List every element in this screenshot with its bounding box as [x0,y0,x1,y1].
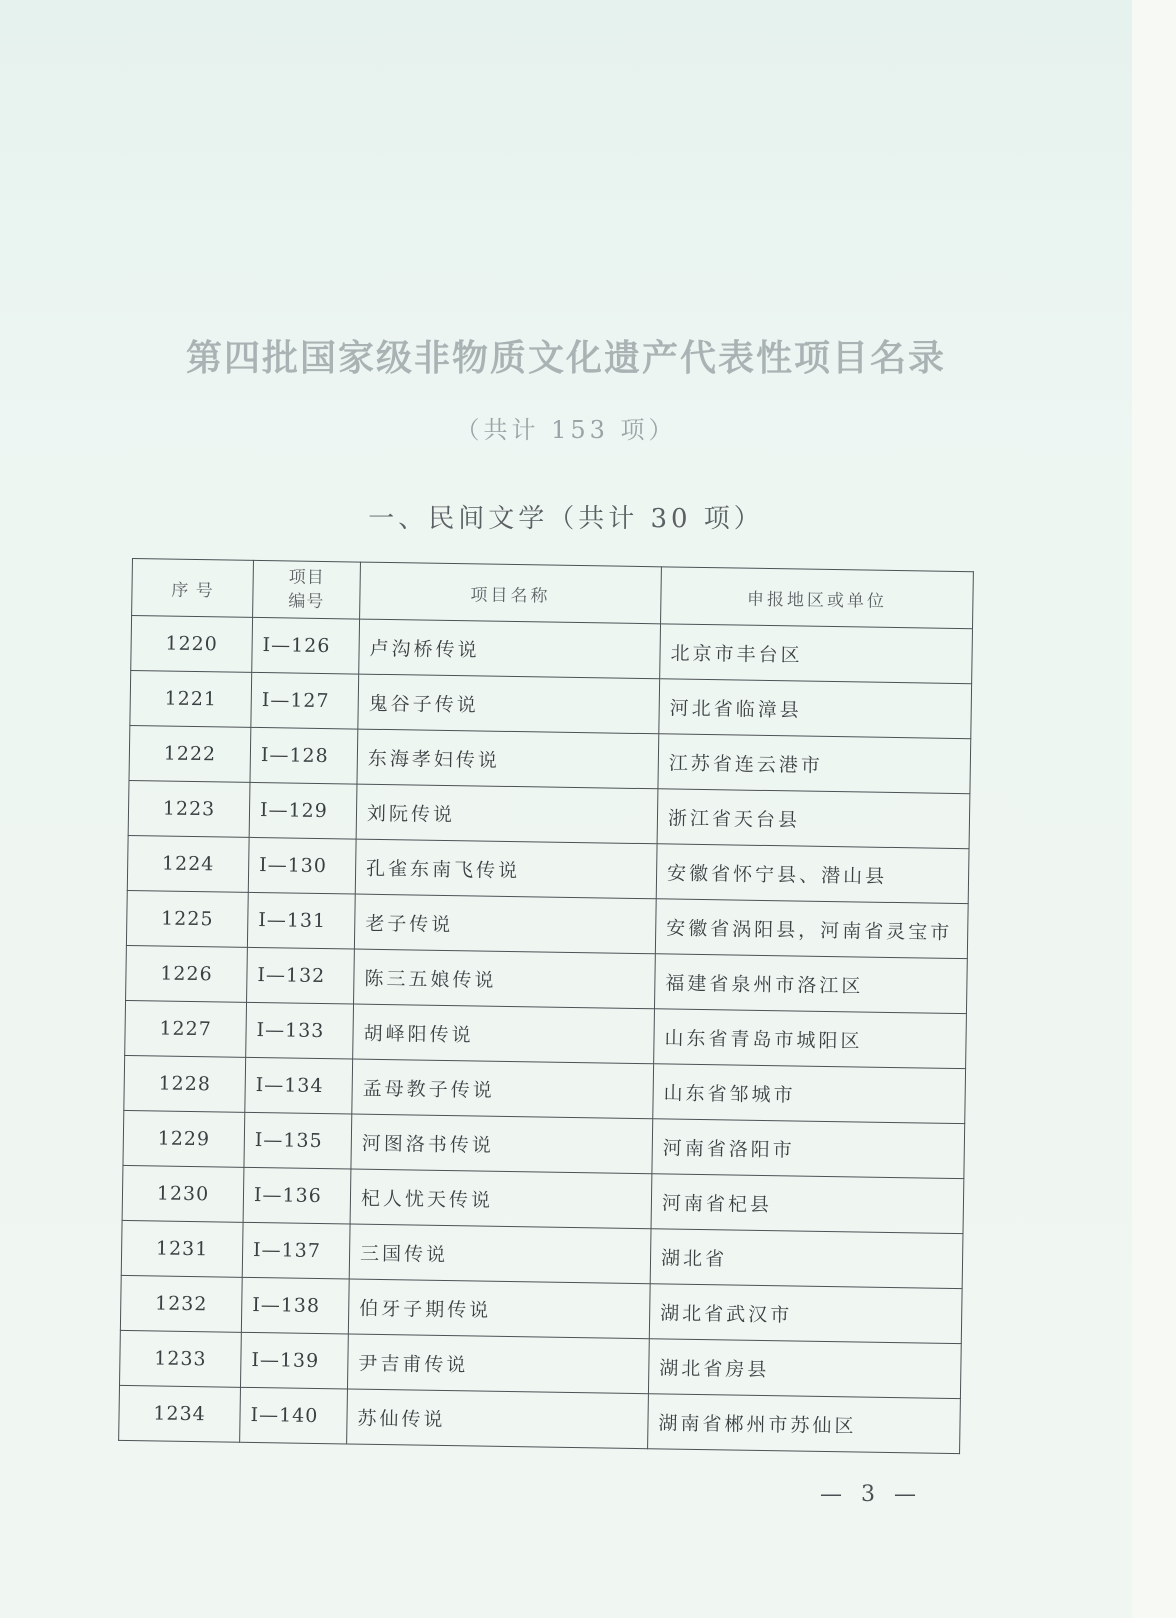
cell-seq: 1222 [129,725,251,782]
cell-code: Ⅰ—137 [242,1222,350,1279]
cell-code: Ⅰ—132 [247,947,355,1004]
project-table [118,558,974,1454]
cell-code: Ⅰ—129 [249,782,357,839]
header-code-line1: 项目 [288,567,325,589]
cell-name: 鬼谷子传说 [358,674,660,734]
document-title: 第四批国家级非物质文化遗产代表性项目名录 [185,337,946,379]
cell-code: Ⅰ—136 [243,1167,351,1224]
cell-region: 安徽省怀宁县、潜山县 [656,844,969,904]
cell-name: 孔雀东南飞传说 [355,839,657,899]
cell-name: 刘阮传说 [356,784,658,844]
section-heading: 一、民间文学（共计 30 项） [368,504,764,534]
cell-region: 浙江省天台县 [657,789,970,849]
cell-name: 卢沟桥传说 [359,619,661,679]
cell-code: Ⅰ—127 [251,672,359,729]
cell-name: 苏仙传说 [347,1389,649,1449]
cell-name: 孟母教子传说 [352,1059,654,1119]
header-code-line2: 编号 [288,591,325,613]
cell-seq: 1224 [127,835,249,892]
cell-name: 伯牙子期传说 [348,1279,650,1339]
cell-region: 河南省洛阳市 [652,1119,965,1179]
cell-seq: 1226 [126,945,248,1002]
cell-code: Ⅰ—140 [240,1387,348,1444]
cell-region: 安徽省涡阳县，河南省灵宝市 [655,899,968,959]
table-body [119,616,973,1454]
cell-seq: 1234 [119,1385,241,1442]
cell-name: 杞人忧天传说 [350,1169,652,1229]
header-code [253,560,361,619]
cell-name: 老子传说 [354,894,656,954]
document-subtitle: （共计 153 项） [455,416,677,444]
page-margin [1132,0,1176,1618]
cell-code: Ⅰ—126 [252,617,360,674]
cell-region: 湖北省房县 [648,1339,961,1399]
cell-name: 陈三五娘传说 [354,949,656,1009]
cell-code: Ⅰ—131 [247,892,355,949]
cell-region: 山东省青岛市城阳区 [654,1009,967,1069]
cell-region: 福建省泉州市洛江区 [654,954,967,1014]
cell-region: 湖北省武汉市 [649,1284,962,1344]
cell-code: Ⅰ—130 [248,837,356,894]
cell-seq: 1220 [131,616,253,673]
cell-region: 河南省杞县 [651,1174,964,1234]
cell-name: 三国传说 [349,1224,651,1284]
cell-code: Ⅰ—139 [240,1332,348,1389]
header-region: 申报地区或单位 [661,567,974,629]
page-number: — 3 — [820,1482,922,1507]
cell-seq: 1230 [122,1165,244,1222]
header-seq: 序 号 [132,559,254,618]
cell-code: Ⅰ—135 [244,1112,352,1169]
cell-region: 湖北省 [650,1229,963,1289]
cell-code: Ⅰ—128 [250,727,358,784]
cell-seq: 1221 [130,670,252,727]
cell-region: 北京市丰台区 [660,624,973,684]
cell-seq: 1223 [128,780,250,837]
cell-code: Ⅰ—138 [241,1277,349,1334]
cell-seq: 1228 [124,1055,246,1112]
header-name: 项目名称 [360,562,662,624]
cell-seq: 1229 [123,1110,245,1167]
cell-region: 河北省临漳县 [659,679,972,739]
cell-region: 江苏省连云港市 [658,734,971,794]
cell-region: 山东省邹城市 [653,1064,966,1124]
cell-seq: 1231 [121,1220,243,1277]
cell-seq: 1227 [125,1000,247,1057]
project-table-container [118,558,974,1454]
cell-name: 东海孝妇传说 [357,729,659,789]
cell-seq: 1225 [126,890,248,947]
cell-code: Ⅰ—133 [246,1002,354,1059]
cell-name: 尹吉甫传说 [347,1334,649,1394]
cell-seq: 1232 [120,1275,242,1332]
cell-name: 胡峄阳传说 [353,1004,655,1064]
cell-code: Ⅰ—134 [245,1057,353,1114]
cell-name: 河图洛书传说 [351,1114,653,1174]
cell-seq: 1233 [120,1330,242,1387]
cell-region: 湖南省郴州市苏仙区 [648,1394,961,1454]
